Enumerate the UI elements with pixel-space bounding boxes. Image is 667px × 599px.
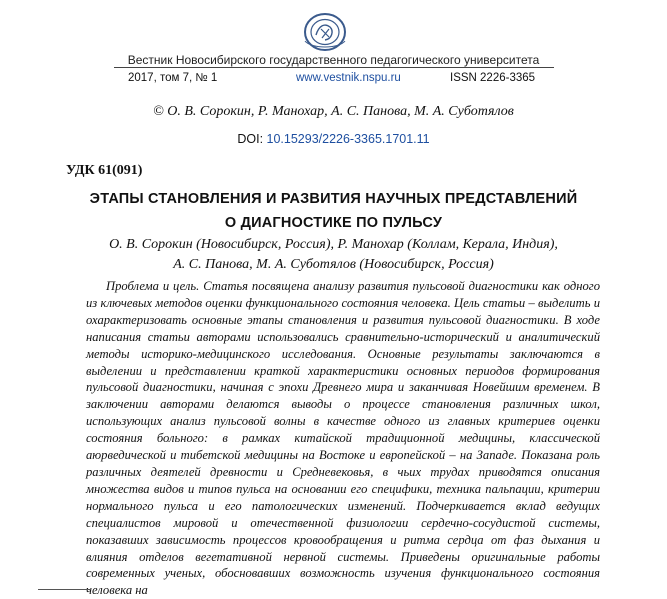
doi-line	[0, 132, 667, 146]
footnote-divider	[38, 589, 90, 590]
doi-label: DOI:	[237, 132, 267, 146]
abstract-text: Статья посвящена анализу развития пульсовой диагностики как одного из ключевых методов оценки функционального состояния человека. Цель статьи – выделить и охарактеризовать основные этапы становления и развития пульсовой диагностики. В ходе написания статьи авторами использовались сравнительно-исторический и аналитический методы историко-медицинского исследования. Основные результаты заключаются в выделении и представлении краткой характеристики основных периодов формирования пульсовой диагностики, начиная с эпохи Древнего мира и заканчивая Новейшим временем. В заключении авторами делаются выводы о процессе становления различных школ, использующих анализ пульсовой волны в качестве одного из главных критериев оценки состояния больного: в рамках китайской традиционной медицины, классической аюрведической и тибетской медицины на Востоке и европейской – на Западе. Показана роль различных деятелей древности и Средневековья, в чьих трудах приводятся описания множества видов и типов пульса на основании его специфики, техника пальпации, критерии нормального пульса и его патологических изменений. Подчеркивается вклад ведущих специалистов мировой и отечественной физиологии сердечно-сосудистой системы, показавших зависимость процессов кровообращения и ритма сердца от фаз дыхания и влияния отделов вегетативной нервной системы. Приведены оригинальные работы современных ученых, обосновавших возможность изучения функционального состояния человека на	[86, 279, 600, 598]
article-title-line-2: О ДИАГНОСТИКЕ ПО ПУЛЬСУ	[224, 215, 443, 231]
article-title	[0, 187, 667, 235]
doi-link[interactable]: 10.15293/2226-3365.1701.11	[266, 132, 430, 146]
university-logo-icon	[301, 9, 349, 53]
journal-name: Вестник Новосибирского государственного педагогического университета	[127, 53, 540, 67]
header-divider	[114, 67, 554, 68]
copyright-line: © О. В. Сорокин, Р. Манохар, А. С. Панова, М. А. Суботялов	[153, 104, 514, 119]
issn-number: ISSN 2226-3365	[450, 72, 536, 84]
issue-info: 2017, том 7, № 1	[128, 72, 218, 84]
journal-website-link[interactable]: www.vestnik.nspu.ru	[296, 72, 401, 84]
author-list	[0, 235, 667, 275]
author-line-2: А. С. Панова, М. А. Суботялов (Новосибирск, Россия)	[173, 257, 494, 272]
abstract-lead: Проблема и цель.	[106, 279, 200, 293]
udk-code: УДК 61(091)	[66, 163, 143, 178]
issue-meta-row	[114, 72, 554, 88]
abstract-paragraph	[86, 278, 600, 599]
article-title-line-1: ЭТАПЫ СТАНОВЛЕНИЯ И РАЗВИТИЯ НАУЧНЫХ ПРЕДСТАВЛЕНИЙ	[89, 191, 578, 207]
author-line-1: О. В. Сорокин (Новосибирск, Россия), Р. Манохар (Коллам, Керала, Индия),	[109, 237, 558, 252]
